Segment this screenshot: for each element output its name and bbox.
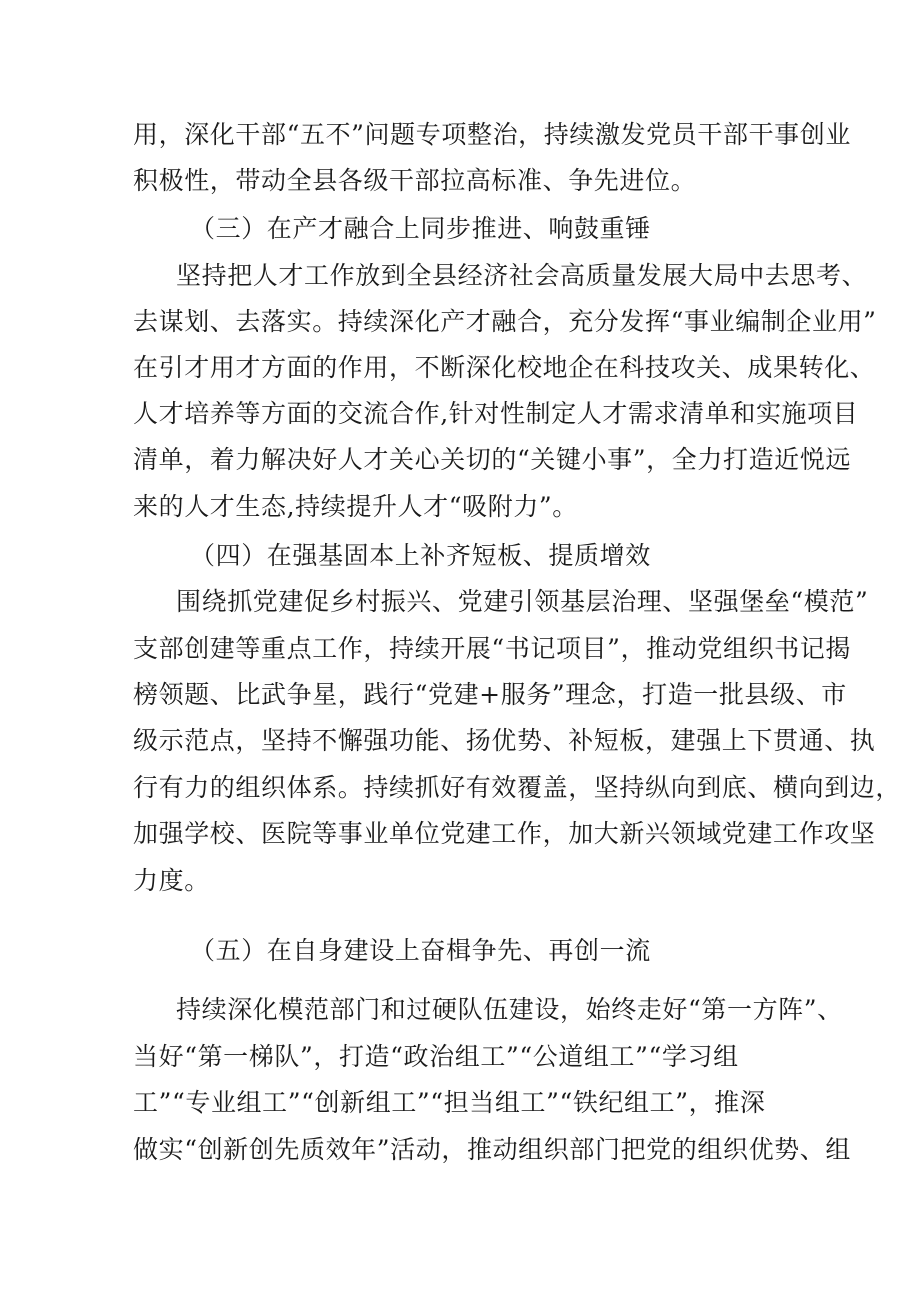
paragraph-line: 清单，着力解决好人才关心关切的“关键小事”，全力打造近悦远 — [133, 445, 851, 474]
section-heading-3: （三）在产才融合上同步推进、响鼓重锤 — [190, 214, 651, 243]
paragraph-line: 在引才用才方面的作用，不断深化校地企在科技攻关、成果转化、 — [133, 353, 876, 382]
paragraph-line: 做实“创新创先质效年”活动，推动组织部门把党的组织优势、组 — [133, 1135, 851, 1164]
paragraph-line: 级示范点，坚持不懈强功能、扬优势、补短板，建强上下贯通、执 — [133, 726, 876, 755]
paragraph-line: 力度。 — [133, 866, 210, 895]
paragraph-line: 持续深化模范部门和过硬队伍建设，始终走好“第一方阵”、 — [176, 995, 843, 1024]
paragraph-line: 支部创建等重点工作，持续开展“书记项目”，推动党组织书记揭 — [133, 634, 851, 663]
paragraph-line: 坚持把人才工作放到全县经济社会高质量发展大局中去思考、 — [176, 261, 868, 290]
paragraph-line: 围绕抓党建促乡村振兴、党建引领基层治理、坚强堡垒“模范” — [176, 587, 869, 616]
section-heading-5: （五）在自身建设上奋楫争先、再创一流 — [190, 936, 651, 965]
paragraph-line: 工”“专业组工”“创新组工”“担当组工”“铁纪组工”，推深 — [133, 1088, 766, 1117]
paragraph-line: 人才培养等方面的交流合作,针对性制定人才需求清单和实施项目 — [133, 399, 859, 428]
paragraph-line: 来的人才生态,持续提升人才“吸附力”。 — [133, 492, 578, 521]
paragraph-line: 行有力的组织体系。持续抓好有效覆盖，坚持纵向到底、横向到边， — [133, 773, 902, 802]
paragraph-line: 当好“第一梯队”，打造“政治组工”“公道组工”“学习组 — [133, 1042, 739, 1071]
section-heading-4: （四）在强基固本上补齐短板、提质增效 — [190, 541, 651, 570]
paragraph-line: 去谋划、去落实。持续深化产才融合，充分发挥“事业编制企业用” — [133, 307, 877, 336]
paragraph-line: 用，深化干部“五不”问题专项整治，持续激发党员干部干事创业 — [133, 120, 851, 149]
paragraph-line: 榜领题、比武争星，践行“党建+服务”理念，打造一批县级、市 — [133, 680, 847, 709]
paragraph-line: 积极性，带动全县各级干部拉高标准、争先进位。 — [133, 166, 697, 195]
paragraph-line: 加强学校、医院等事业单位党建工作，加大新兴领域党建工作攻坚 — [133, 819, 876, 848]
